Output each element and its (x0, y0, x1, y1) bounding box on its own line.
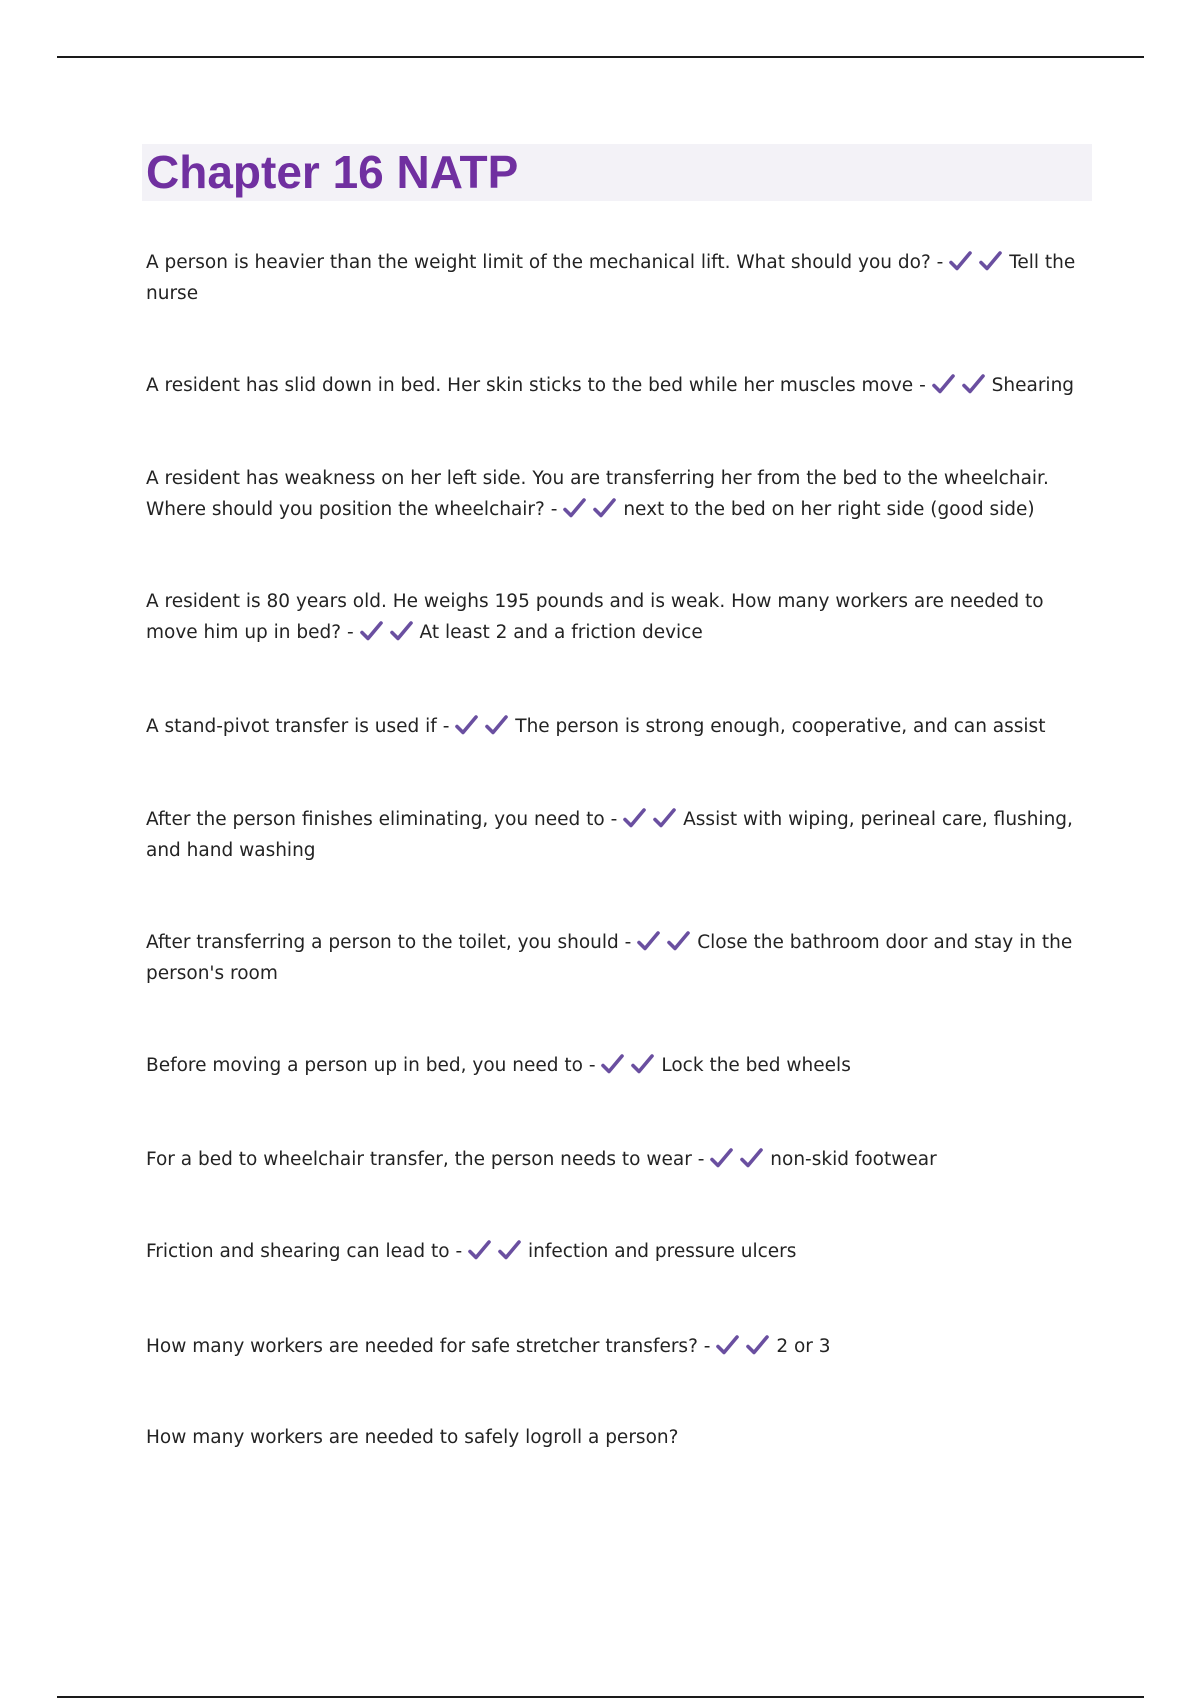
checkmark-icon (498, 1239, 521, 1261)
separator: - (618, 932, 638, 953)
question-text: After the person finishes eliminating, you need to (146, 809, 605, 830)
answer-text: Lock the bed wheels (661, 1055, 851, 1076)
checkmark-icon (653, 807, 676, 829)
separator: - (582, 1055, 602, 1076)
checkmark-icon (455, 714, 478, 736)
question-text: For a bed to wheelchair transfer, the person needs to wear (146, 1149, 692, 1170)
checkmark-icon (563, 497, 586, 519)
separator: - (930, 252, 950, 273)
page-title: Chapter 16 NATP (146, 146, 519, 198)
question-text: How many workers are needed for safe stretcher transfers? (146, 1336, 698, 1357)
checkmark-icon (740, 1147, 763, 1169)
checkmark-icon (667, 930, 690, 952)
separator: - (341, 622, 360, 643)
bottom-rule (57, 1696, 1144, 1698)
question-text: Before moving a person up in bed, you need to (146, 1055, 583, 1076)
answer-text: At least 2 and a friction device (419, 622, 703, 643)
checkmark-icon (631, 1053, 654, 1075)
qa-item (146, 370, 1096, 401)
separator: - (449, 1241, 468, 1262)
answer-text: Assist with wiping, perineal care, flushing, and hand washing (146, 809, 1073, 861)
question-text: A resident has weakness on her left side. You are transferring her from the bed to the wheelchair. Where should you position the wheelchair? (146, 468, 1049, 520)
checkmark-icon (716, 1334, 739, 1356)
separator: - (913, 375, 932, 396)
checkmark-icon (468, 1239, 491, 1261)
answer-text: Shearing (991, 375, 1075, 396)
separator: - (604, 809, 624, 830)
qa-item (146, 247, 1096, 309)
question-text: Friction and shearing can lead to (146, 1241, 450, 1262)
checkmark-icon (746, 1334, 769, 1356)
question-text: A stand-pivot transfer is used if (146, 716, 437, 737)
checkmark-icon (601, 1053, 624, 1075)
answer-text: infection and pressure ulcers (528, 1241, 797, 1262)
separator: - (691, 1149, 711, 1170)
separator: - (697, 1336, 717, 1357)
qa-item (146, 711, 1096, 742)
checkmark-icon (949, 250, 972, 272)
answer-text: next to the bed on her right side (good side) (623, 499, 1035, 520)
checkmark-icon (390, 620, 413, 642)
qa-item (146, 586, 1096, 648)
top-rule (57, 56, 1144, 58)
question-text: A resident has slid down in bed. Her skin sticks to the bed while her muscles move (146, 375, 914, 396)
qa-item (146, 804, 1096, 866)
answer-text: Tell the nurse (146, 252, 1076, 304)
separator: - (544, 499, 564, 520)
qa-item (146, 1050, 1096, 1081)
checkmark-icon (932, 373, 955, 395)
qa-item (146, 1236, 1096, 1267)
qa-item (146, 463, 1096, 525)
checkmark-icon (979, 250, 1002, 272)
question-text: How many workers are needed to safely logroll a person? (146, 1427, 679, 1448)
separator: - (436, 716, 456, 737)
question-text: A person is heavier than the weight limit of the mechanical lift. What should you do? (146, 252, 931, 273)
checkmark-icon (623, 807, 646, 829)
answer-text: non-skid footwear (770, 1149, 937, 1170)
qa-item (146, 1422, 1096, 1453)
checkmark-icon (962, 373, 985, 395)
qa-item (146, 927, 1096, 989)
checkmark-icon (637, 930, 660, 952)
question-text: After transferring a person to the toilet, you should (146, 932, 619, 953)
answer-text: 2 or 3 (776, 1336, 831, 1357)
qa-item (146, 1144, 1096, 1175)
checkmark-icon (710, 1147, 733, 1169)
question-text: A resident is 80 years old. He weighs 195 pounds and is weak. How many workers are needed to move him up in bed? (146, 591, 1044, 643)
checkmark-icon (593, 497, 616, 519)
qa-item (146, 1331, 1096, 1362)
checkmark-icon (360, 620, 383, 642)
answer-text: The person is strong enough, cooperative, and can assist (515, 716, 1046, 737)
checkmark-icon (485, 714, 508, 736)
answer-text: Close the bathroom door and stay in the person's room (146, 932, 1073, 984)
